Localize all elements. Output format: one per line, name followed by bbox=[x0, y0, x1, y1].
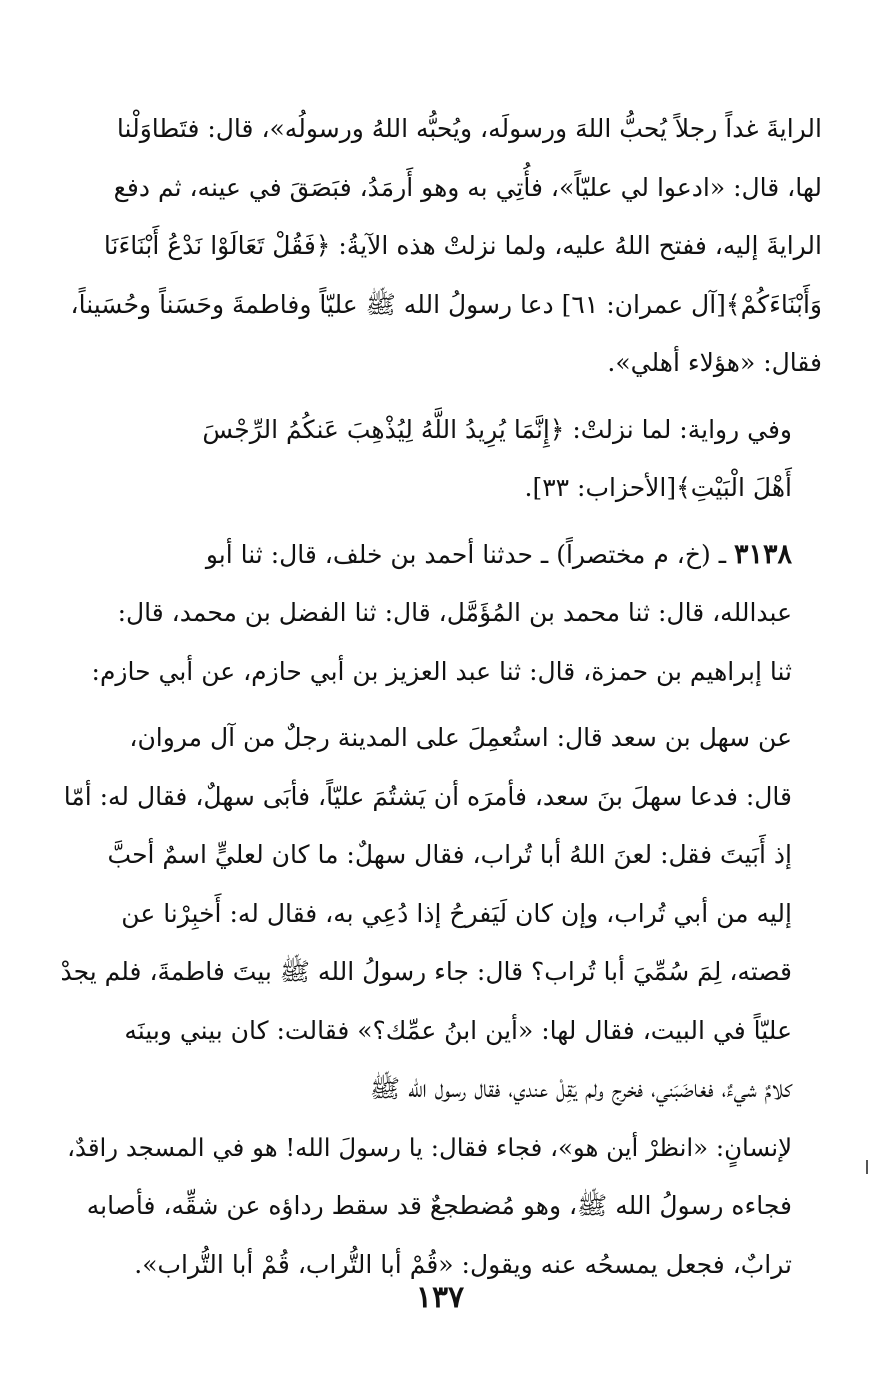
text-line: ثنا إبراهيم بن حمزة، قال: ثنا عبد العزيز بن أبي حازم، عن أبي حازم: bbox=[91, 656, 792, 686]
text-line: عن سهل بن سعد قال: استُعمِلَ على المدينة رجلٌ من آل مروان، bbox=[129, 723, 792, 752]
text-line: الرايةَ إليه، ففتح اللهُ عليه، ولما نزلتْ هذه الآيةُ: ﴿فَقُلْ تَعَالَوْا نَدْعُ أَبْنَاءَنَا bbox=[103, 231, 822, 260]
text-line: وفي رواية: لما نزلتْ: ﴿إِنَّمَا يُرِيدُ اللَّهُ لِيُذْهِبَ عَنكُمُ الرِّجْسَ bbox=[202, 414, 792, 444]
text-line: فقال: «هؤلاء أهلي». bbox=[607, 348, 822, 377]
text-line: أَهْلَ الْبَيْتِ﴾[الأحزاب: ٣٣]. bbox=[524, 473, 792, 502]
text-line: عبدالله، قال: ثنا محمد بن المُؤَمَّل، قال: ثنا الفضل بن محمد، قال: bbox=[117, 598, 792, 627]
page-number: ١٣٧ bbox=[415, 1280, 465, 1315]
text-line: ترابٌ، فجعل يمسحُه عنه ويقول: «قُمْ أبا التُّراب، قُمْ أبا التُّراب». bbox=[134, 1249, 792, 1279]
text-line: إليه من أبي تُراب، وإن كان لَيَفرحُ إذا دُعِي به، فقال له: أَخبِرْنا عن bbox=[121, 898, 792, 928]
text-line: فجاءه رسولُ الله ﷺ، وهو مُضطجعٌ قد سقط رداؤه عن شقِّه، فأصابه bbox=[86, 1191, 792, 1220]
paragraph-hadith-3138-matn bbox=[52, 709, 822, 1294]
text-line: قصته، لِمَ سُمِّيَ أبا تُراب؟ قال: جاء رسولُ الله ﷺ بيتَ فاطمةَ، فلم يجدْ bbox=[60, 957, 792, 986]
scan-margin-mark bbox=[866, 1160, 868, 1174]
text-line: إذ أَبَيتَ فقل: لعنَ اللهُ أبا تُراب، فقال سهلٌ: ما كان لعليٍّ اسمٌ أحبَّ bbox=[107, 840, 792, 869]
paragraph-riwaya bbox=[52, 401, 822, 518]
text-line: قال: فدعا سهلَ بنَ سعد، فأمرَه أن يَشتُمَ عليّاً، فأبَى سهلٌ، فقال له: أمّا bbox=[63, 781, 792, 811]
text-line: لها، قال: «ادعوا لي عليّاً»، فأُتِي به وهو أَرمَدُ، فبَصَقَ في عينه، ثم دفع bbox=[113, 172, 822, 202]
text-line: عليّاً في البيت، فقال لها: «أين ابنُ عمِّك؟» فقالت: كان بيني وبينَه bbox=[124, 1015, 792, 1045]
text-line: لإنسانٍ: «انظرْ أين هو»، فجاء فقال: يا رسولَ الله! هو في المسجد راقدٌ، bbox=[67, 1132, 792, 1162]
text-line: الرايةَ غداً رجلاً يُحبُّ اللهَ ورسولَه، ويُحبُّه اللهُ ورسولُه»، قال: فتَطاوَلْنا bbox=[116, 114, 822, 143]
paragraph-hadith-continuation bbox=[52, 100, 822, 393]
text-line: وَأَبْنَاءَكُمْ﴾[آل عمران: ٦١] دعا رسولُ الله ﷺ عليّاً وفاطمةَ وحَسَناً وحُسَيناً، bbox=[70, 289, 822, 319]
hadith-number: ٣١٣٨ bbox=[733, 538, 792, 570]
text-fragment: ـ (خ، م مختصراً) ـ حدثنا أحمد بن خلف، قال: ثنا أبو bbox=[205, 539, 734, 569]
text-line bbox=[52, 526, 792, 585]
text-line: كلامٌ شيءٌ، فغاضَبَني، فخرج ولم يَقِلْ عندي، فقال رسول الله ﷺ bbox=[369, 1074, 792, 1103]
paragraph-hadith-3138-isnad bbox=[52, 526, 822, 702]
